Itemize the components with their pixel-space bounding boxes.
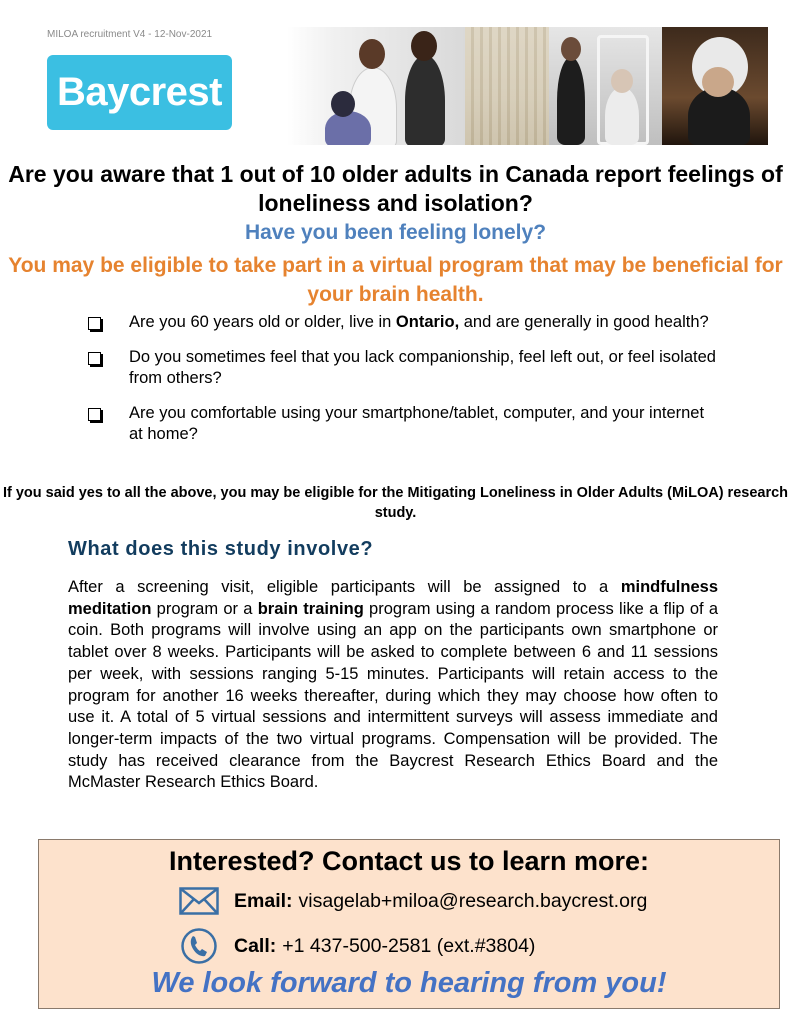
study-description: After a screening visit, eligible participants will be assigned to a mindfulness meditation program or a brain training program using a random process like a flip of a coin. Both programs will involve using an app on the participants own smartphone or tablet over 8 weeks. Participants will be asked to complete between 6 and 11 sessions per week, with sessions ranging 5-15 minutes. Participants will retain access to the program for another 16 weeks thereafter, during which they may choose how often to use it. A total of 5 virtual sessions and intermittent surveys will assess immediate and longer-term impacts of the two virtual programs. Compensation will be provided. The study has received clearance from the Baycrest Research Ethics Board and the McMaster Research Ethics Board. (68, 578, 719, 792)
eligibility-statement: If you said yes to all the above, you may be eligible for the Mitigating Loneliness in Older Adults (MiLOA) research study. (2, 485, 789, 521)
checkbox-icon (88, 317, 101, 330)
eligibility-checklist (88, 312, 728, 459)
photo-scanner (662, 27, 768, 145)
photo-exercise-equipment (549, 27, 662, 145)
email-row (179, 887, 647, 915)
phone-icon (179, 927, 219, 965)
checklist-item: Are you 60 years old or older, live in Ontario, and are generally in good health? (88, 312, 728, 333)
photo-library (465, 27, 549, 145)
headline-eligible-pitch: You may be eligible to take part in a virtual program that may be beneficial for your brain health. (8, 254, 783, 306)
call-label: Call: (234, 934, 277, 957)
study-heading: What does this study involve? (68, 538, 374, 560)
header-photo-strip (287, 27, 768, 145)
contact-panel (38, 839, 780, 1009)
logo-text: Baycrest (56, 70, 222, 114)
email-label: Email: (234, 889, 293, 912)
baycrest-logo (47, 55, 232, 130)
headline-question: Are you aware that 1 out of 10 older adults in Canada report feelings of loneliness and isolation? (8, 161, 783, 216)
envelope-icon (179, 887, 219, 915)
photo-eeg-session (287, 27, 465, 145)
contact-title: Interested? Contact us to learn more: (168, 846, 650, 876)
closing-message: We look forward to hearing from you! (151, 967, 667, 999)
headline-lonely: Have you been feeling lonely? (244, 221, 547, 244)
checkbox-icon (88, 408, 101, 421)
checklist-item: Do you sometimes feel that you lack companionship, feel left out, or feel isolated from others? (88, 347, 728, 389)
version-label: MILOA recruitment V4 - 12-Nov-2021 (47, 29, 213, 40)
checkbox-icon (88, 352, 101, 365)
email-link[interactable]: visagelab+miloa@research.baycrest.org (298, 889, 648, 912)
checklist-item: Are you comfortable using your smartphone/tablet, computer, and your internet at home? (88, 403, 728, 445)
call-row (179, 927, 535, 965)
phone-number-link[interactable]: +1 437-500-2581 (ext.#3804) (282, 934, 536, 957)
